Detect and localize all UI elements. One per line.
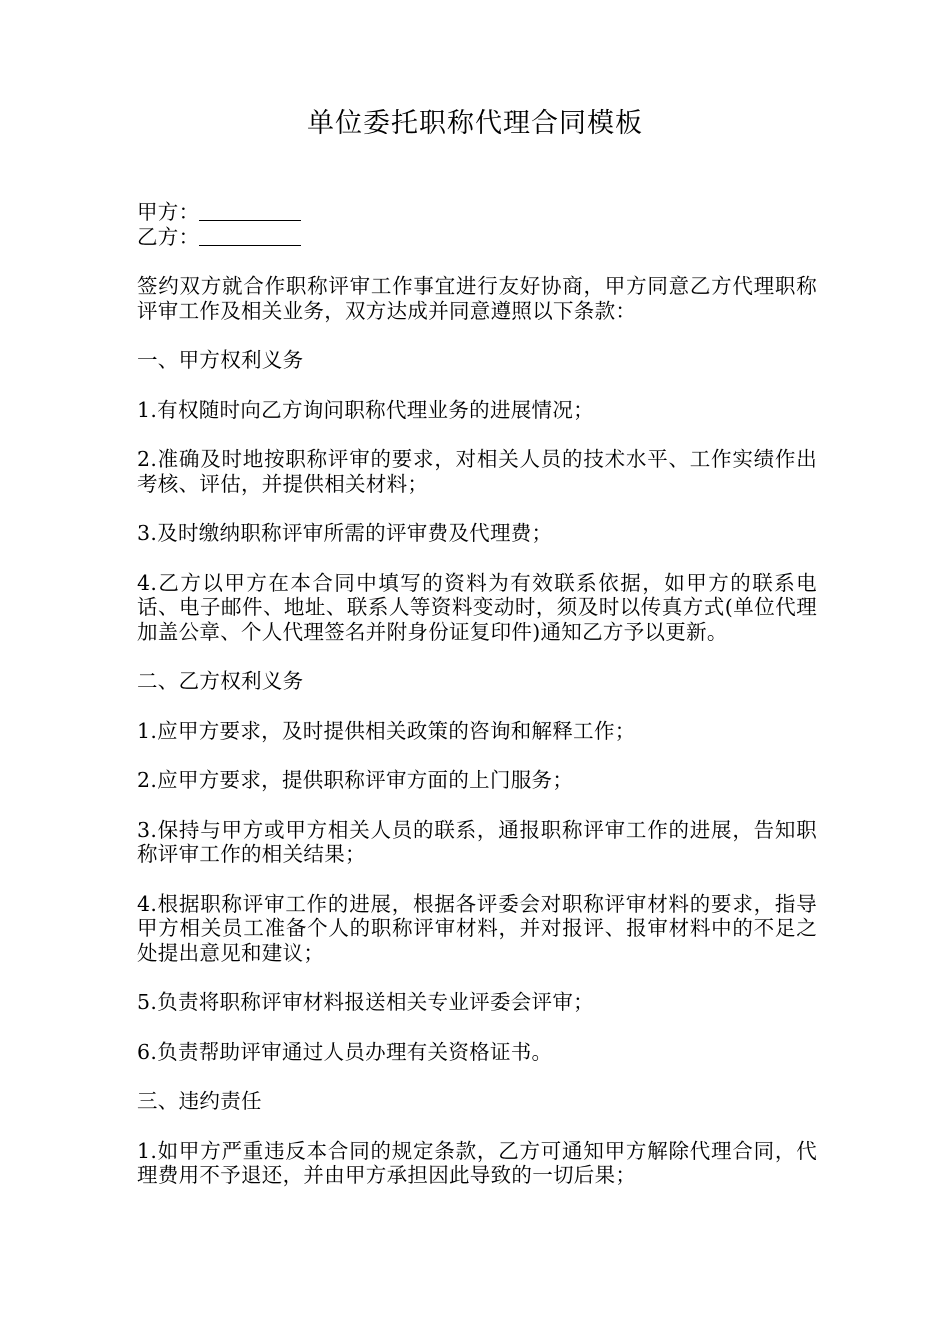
party-a-blank [199,200,301,221]
party-b-label: 乙方： [137,224,200,249]
clause: 1.应甲方要求，及时提供相关政策的咨询和解释工作； [137,718,636,743]
intro-paragraph: 签约双方就合作职称评审工作事宜进行友好协商，甲方同意乙方代理职称评审工作及相关业务，双方达成并同意遵照以下条款： [137,274,817,323]
section-heading: 二、乙方权利义务 [137,669,304,693]
party-b-blank [199,225,301,246]
clause: 4.根据职称评审工作的进展，根据各评委会对职称评审材料的要求，指导甲方相关员工准备个人的职称评审材料，并对报评、报审材料中的不足之处提出意见和建议； [137,891,817,965]
party-a-line [137,200,817,225]
document-title: 单位委托职称代理合同模板 [307,108,643,139]
clause: 3.及时缴纳职称评审所需的评审费及代理费； [137,521,553,545]
clause: 3.保持与甲方或甲方相关人员的联系，通报职称评审工作的进展，告知职称评审工作的相关结果； [137,817,817,866]
clause: 1.有权随时向乙方询问职称代理业务的进展情况； [137,397,594,422]
clause: 6.负责帮助评审通过人员办理有关资格证书。 [137,1039,553,1064]
section-heading: 三、违约责任 [137,1089,262,1113]
clause: 1.如甲方严重违反本合同的规定条款，乙方可通知甲方解除代理合同，代理费用不予退还，并由甲方承担因此导致的一切后果； [137,1138,817,1187]
section-heading: 一、甲方权利义务 [137,348,304,372]
clause: 4.乙方以甲方在本合同中填写的资料为有效联系依据，如甲方的联系电话、电子邮件、地址、联系人等资料变动时，须及时以传真方式(单位代理加盖公章、个人代理签名并附身份证复印件)通知乙方予以更新。 [137,570,817,644]
party-b-line [137,225,817,250]
clause: 2.应甲方要求，提供职称评审方面的上门服务； [137,768,574,792]
clause: 5.负责将职称评审材料报送相关专业评委会评审； [137,990,594,1014]
document-body [137,200,817,1188]
clause: 2.准确及时地按职称评审的要求，对相关人员的技术水平、工作实绩作出考核、评估，并提供相关材料； [137,447,817,496]
party-a-label: 甲方： [137,200,200,224]
